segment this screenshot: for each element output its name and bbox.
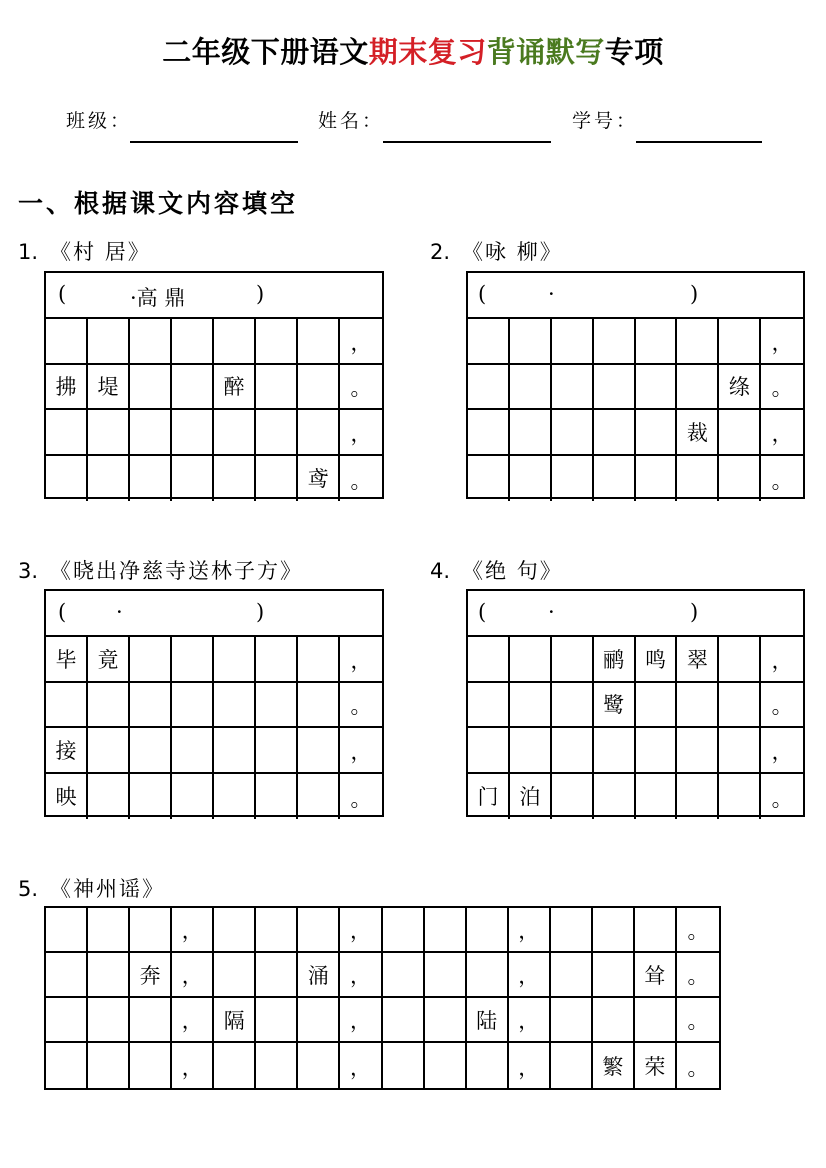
blank-cell[interactable]: [719, 683, 761, 729]
hint-char-cell: 裁: [677, 410, 719, 456]
blank-cell[interactable]: [256, 637, 298, 683]
blank-cell[interactable]: [510, 410, 552, 456]
blank-cell[interactable]: [551, 908, 593, 953]
class-label: 班级：: [66, 110, 133, 132]
poem-grid: [46, 637, 382, 819]
blank-cell[interactable]: [552, 774, 594, 820]
section-title: 一、根据课文内容填空: [18, 189, 299, 218]
title-part-4: 专项: [604, 35, 664, 69]
blank-cell[interactable]: [298, 774, 340, 820]
close-paren: ): [256, 282, 265, 306]
blank-cell[interactable]: [594, 728, 636, 774]
blank-cell[interactable]: [677, 728, 719, 774]
blank-cell[interactable]: [594, 365, 636, 411]
punctuation-cell: ，: [172, 1043, 214, 1088]
blank-cell[interactable]: [88, 456, 130, 502]
blank-cell[interactable]: [130, 410, 172, 456]
blank-cell[interactable]: [214, 908, 256, 953]
close-paren: ): [690, 282, 699, 306]
blank-cell[interactable]: [46, 410, 88, 456]
poem-grid: [46, 319, 382, 501]
punctuation-cell: 。: [677, 953, 719, 998]
hint-char-cell: 鹂: [594, 637, 636, 683]
hint-char-cell: 繁: [593, 1043, 635, 1088]
blank-cell[interactable]: [677, 456, 719, 502]
hint-char-cell: 门: [468, 774, 510, 820]
poem-title-5: [18, 873, 165, 903]
blank-cell[interactable]: [636, 774, 678, 820]
blank-cell[interactable]: [468, 728, 510, 774]
blank-cell[interactable]: [88, 908, 130, 953]
blank-cell[interactable]: [719, 637, 761, 683]
punctuation-cell: ，: [761, 637, 803, 683]
poem-box-1: [44, 271, 384, 499]
poem-title-text: 《咏 柳》: [462, 240, 563, 264]
title-part-1: 二年级下册语文: [162, 35, 369, 69]
student-id-label: 学号：: [572, 110, 639, 132]
author-header: [468, 591, 803, 637]
blank-cell[interactable]: [593, 998, 635, 1043]
poem-title-text: 《绝 句》: [462, 559, 563, 583]
poem-grid: [468, 637, 803, 819]
punctuation-cell: ，: [172, 953, 214, 998]
blank-cell[interactable]: [467, 1043, 509, 1088]
hint-char-cell: 竟: [88, 637, 130, 683]
punctuation-cell: 。: [677, 998, 719, 1043]
author-label[interactable]: ·: [548, 600, 555, 624]
open-paren: (: [478, 282, 487, 306]
blank-cell[interactable]: [425, 1043, 467, 1088]
blank-cell[interactable]: [510, 683, 552, 729]
hint-char-cell: 鸢: [298, 456, 340, 502]
punctuation-cell: ，: [172, 908, 214, 953]
blank-cell[interactable]: [46, 908, 88, 953]
blank-cell[interactable]: [551, 1043, 593, 1088]
title-part-2: 期末复习: [368, 35, 487, 69]
blank-cell[interactable]: [298, 998, 340, 1043]
poem-grid: [46, 908, 719, 1088]
punctuation-cell: 。: [771, 469, 793, 493]
blank-cell[interactable]: [46, 456, 88, 502]
punctuation-cell: ，: [172, 998, 214, 1043]
name-field[interactable]: [383, 141, 551, 143]
blank-cell[interactable]: [425, 953, 467, 998]
blank-cell[interactable]: [636, 410, 678, 456]
blank-cell[interactable]: [425, 998, 467, 1043]
blank-cell[interactable]: [298, 1043, 340, 1088]
punctuation-cell: ，: [509, 998, 551, 1043]
blank-cell[interactable]: [510, 365, 552, 411]
blank-cell[interactable]: [130, 1043, 172, 1088]
poem-title-1: [18, 236, 151, 266]
blank-cell[interactable]: [552, 365, 594, 411]
blank-cell[interactable]: [88, 683, 130, 729]
punctuation-cell: 。: [340, 683, 382, 729]
poem-number: 3.: [18, 559, 39, 583]
blank-cell[interactable]: [130, 774, 172, 820]
blank-cell[interactable]: [214, 774, 256, 820]
blank-cell[interactable]: [88, 998, 130, 1043]
blank-cell[interactable]: [172, 365, 214, 411]
author-label[interactable]: ·高 鼎: [130, 286, 186, 310]
punctuation-cell: 。: [687, 1056, 709, 1080]
hint-char-cell: 映: [46, 774, 88, 820]
blank-cell[interactable]: [719, 456, 761, 502]
poem-box-3: [44, 589, 384, 817]
punctuation-cell: ，: [340, 998, 382, 1043]
hint-char-cell: 醉: [214, 365, 256, 411]
blank-cell[interactable]: [214, 953, 256, 998]
author-header: [46, 273, 382, 319]
name-label: 姓名：: [318, 110, 385, 132]
blank-cell[interactable]: [552, 728, 594, 774]
punctuation-cell: ，: [340, 319, 382, 365]
poem-title-text: 《神州谣》: [50, 877, 166, 901]
punctuation-cell: ，: [340, 1043, 382, 1088]
blank-cell[interactable]: [635, 908, 677, 953]
author-label[interactable]: ·: [548, 282, 555, 306]
punctuation-cell: 。: [350, 469, 372, 493]
blank-cell[interactable]: [383, 1043, 425, 1088]
poem-box-2: [466, 271, 805, 499]
author-header: [468, 273, 803, 319]
blank-cell[interactable]: [677, 774, 719, 820]
blank-cell[interactable]: [172, 637, 214, 683]
poem-grid: [468, 319, 803, 501]
close-paren: ): [256, 600, 265, 624]
blank-cell[interactable]: [677, 683, 719, 729]
blank-cell[interactable]: [677, 319, 719, 365]
punctuation-cell: ，: [761, 728, 803, 774]
blank-cell[interactable]: [256, 319, 298, 365]
poem-box-4: [466, 589, 805, 817]
blank-cell[interactable]: [552, 456, 594, 502]
close-paren: ): [690, 600, 699, 624]
blank-cell[interactable]: [298, 728, 340, 774]
poem-number: 5.: [18, 877, 39, 901]
author-header: [46, 591, 382, 637]
blank-cell[interactable]: [636, 456, 678, 502]
blank-cell[interactable]: [425, 908, 467, 953]
blank-cell[interactable]: [719, 410, 761, 456]
blank-cell[interactable]: [172, 456, 214, 502]
blank-cell[interactable]: [636, 319, 678, 365]
poem-box-5: [44, 906, 721, 1090]
blank-cell[interactable]: [298, 410, 340, 456]
blank-cell[interactable]: [636, 728, 678, 774]
blank-cell[interactable]: [130, 683, 172, 729]
blank-cell[interactable]: [256, 728, 298, 774]
blank-cell[interactable]: [719, 774, 761, 820]
blank-cell[interactable]: [46, 1043, 88, 1088]
hint-char-cell: 奔: [130, 953, 172, 998]
hint-char-cell: 翠: [677, 637, 719, 683]
blank-cell[interactable]: [172, 683, 214, 729]
blank-cell[interactable]: [593, 908, 635, 953]
blank-cell[interactable]: [256, 953, 298, 998]
poem-title-2: [430, 236, 563, 266]
punctuation-cell: ，: [509, 908, 551, 953]
blank-cell[interactable]: [172, 319, 214, 365]
blank-cell[interactable]: [214, 319, 256, 365]
blank-cell[interactable]: [130, 637, 172, 683]
author-label[interactable]: ·: [116, 600, 123, 624]
blank-cell[interactable]: [130, 908, 172, 953]
blank-cell[interactable]: [256, 456, 298, 502]
blank-cell[interactable]: [214, 410, 256, 456]
blank-cell[interactable]: [677, 365, 719, 411]
blank-cell[interactable]: [46, 683, 88, 729]
punctuation-cell: 。: [771, 787, 793, 811]
blank-cell[interactable]: [130, 365, 172, 411]
poem-number: 1.: [18, 240, 39, 264]
blank-cell[interactable]: [88, 728, 130, 774]
blank-cell[interactable]: [552, 319, 594, 365]
punctuation-cell: 。: [677, 908, 719, 953]
page-title: [0, 30, 826, 71]
blank-cell[interactable]: [719, 728, 761, 774]
hint-char-cell: 耸: [635, 953, 677, 998]
blank-cell[interactable]: [468, 637, 510, 683]
punctuation-cell: ，: [340, 637, 382, 683]
blank-cell[interactable]: [594, 319, 636, 365]
blank-cell[interactable]: [88, 1043, 130, 1088]
hint-char-cell: 陆: [467, 998, 509, 1043]
blank-cell[interactable]: [468, 365, 510, 411]
student-id-field[interactable]: [636, 141, 762, 143]
punctuation-cell: ，: [509, 1043, 551, 1088]
hint-char-cell: 接: [46, 728, 88, 774]
blank-cell[interactable]: [214, 728, 256, 774]
blank-cell[interactable]: [551, 953, 593, 998]
hint-char-cell: 荣: [635, 1043, 677, 1088]
open-paren: (: [478, 600, 487, 624]
blank-cell[interactable]: [636, 683, 678, 729]
blank-cell[interactable]: [214, 683, 256, 729]
punctuation-cell: 。: [350, 787, 372, 811]
hint-char-cell: 鸣: [636, 637, 678, 683]
poem-title-4: [430, 555, 563, 585]
blank-cell[interactable]: [88, 410, 130, 456]
blank-cell[interactable]: [46, 998, 88, 1043]
blank-cell[interactable]: [298, 637, 340, 683]
hint-char-cell: 隔: [214, 998, 256, 1043]
blank-cell[interactable]: [130, 728, 172, 774]
blank-cell[interactable]: [298, 908, 340, 953]
blank-cell[interactable]: [594, 774, 636, 820]
hint-char-cell: 堤: [88, 365, 130, 411]
blank-cell[interactable]: [635, 998, 677, 1043]
blank-cell[interactable]: [468, 683, 510, 729]
blank-cell[interactable]: [298, 683, 340, 729]
blank-cell[interactable]: [256, 774, 298, 820]
blank-cell[interactable]: [256, 683, 298, 729]
hint-char-cell: 毕: [46, 637, 88, 683]
blank-cell[interactable]: [552, 637, 594, 683]
blank-cell[interactable]: [510, 728, 552, 774]
blank-cell[interactable]: [593, 953, 635, 998]
punctuation-cell: ，: [761, 319, 803, 365]
blank-cell[interactable]: [214, 456, 256, 502]
hint-char-cell: 涌: [298, 953, 340, 998]
poem-title-3: [18, 555, 303, 585]
open-paren: (: [58, 282, 67, 306]
punctuation-cell: ，: [340, 728, 382, 774]
blank-cell[interactable]: [298, 365, 340, 411]
punctuation-cell: 。: [761, 365, 803, 411]
blank-cell[interactable]: [172, 410, 214, 456]
hint-char-cell: 鹭: [594, 683, 636, 729]
punctuation-cell: 。: [761, 683, 803, 729]
blank-cell[interactable]: [468, 319, 510, 365]
poem-number: 4.: [430, 559, 451, 583]
poem-title-text: 《晓出净慈寺送林子方》: [50, 559, 304, 583]
blank-cell[interactable]: [256, 410, 298, 456]
blank-cell[interactable]: [468, 410, 510, 456]
blank-cell[interactable]: [510, 637, 552, 683]
title-part-3: 背诵默写: [486, 35, 605, 69]
blank-cell[interactable]: [256, 998, 298, 1043]
blank-cell[interactable]: [214, 637, 256, 683]
class-field[interactable]: [130, 141, 298, 143]
blank-cell[interactable]: [88, 953, 130, 998]
blank-cell[interactable]: [552, 410, 594, 456]
blank-cell[interactable]: [214, 1043, 256, 1088]
blank-cell[interactable]: [510, 456, 552, 502]
blank-cell[interactable]: [383, 953, 425, 998]
blank-cell[interactable]: [298, 319, 340, 365]
blank-cell[interactable]: [46, 319, 88, 365]
blank-cell[interactable]: [256, 908, 298, 953]
blank-cell[interactable]: [594, 456, 636, 502]
blank-cell[interactable]: [467, 908, 509, 953]
blank-cell[interactable]: [256, 365, 298, 411]
blank-cell[interactable]: [130, 456, 172, 502]
punctuation-cell: ，: [340, 410, 382, 456]
blank-cell[interactable]: [594, 410, 636, 456]
blank-cell[interactable]: [130, 319, 172, 365]
blank-cell[interactable]: [383, 998, 425, 1043]
hint-char-cell: 泊: [510, 774, 552, 820]
blank-cell[interactable]: [172, 774, 214, 820]
blank-cell[interactable]: [552, 683, 594, 729]
punctuation-cell: 。: [340, 365, 382, 411]
punctuation-cell: ，: [340, 908, 382, 953]
blank-cell[interactable]: [719, 319, 761, 365]
blank-cell[interactable]: [467, 953, 509, 998]
hint-char-cell: 拂: [46, 365, 88, 411]
blank-cell[interactable]: [88, 319, 130, 365]
blank-cell[interactable]: [130, 998, 172, 1043]
hint-char-cell: 绦: [719, 365, 761, 411]
blank-cell[interactable]: [88, 774, 130, 820]
blank-cell[interactable]: [636, 365, 678, 411]
blank-cell[interactable]: [256, 1043, 298, 1088]
punctuation-cell: ，: [761, 410, 803, 456]
blank-cell[interactable]: [510, 319, 552, 365]
poem-title-text: 《村 居》: [50, 240, 151, 264]
blank-cell[interactable]: [551, 998, 593, 1043]
punctuation-cell: ，: [509, 953, 551, 998]
open-paren: (: [58, 600, 67, 624]
blank-cell[interactable]: [46, 953, 88, 998]
blank-cell[interactable]: [468, 456, 510, 502]
blank-cell[interactable]: [172, 728, 214, 774]
punctuation-cell: ，: [340, 953, 382, 998]
poem-number: 2.: [430, 240, 451, 264]
blank-cell[interactable]: [383, 908, 425, 953]
